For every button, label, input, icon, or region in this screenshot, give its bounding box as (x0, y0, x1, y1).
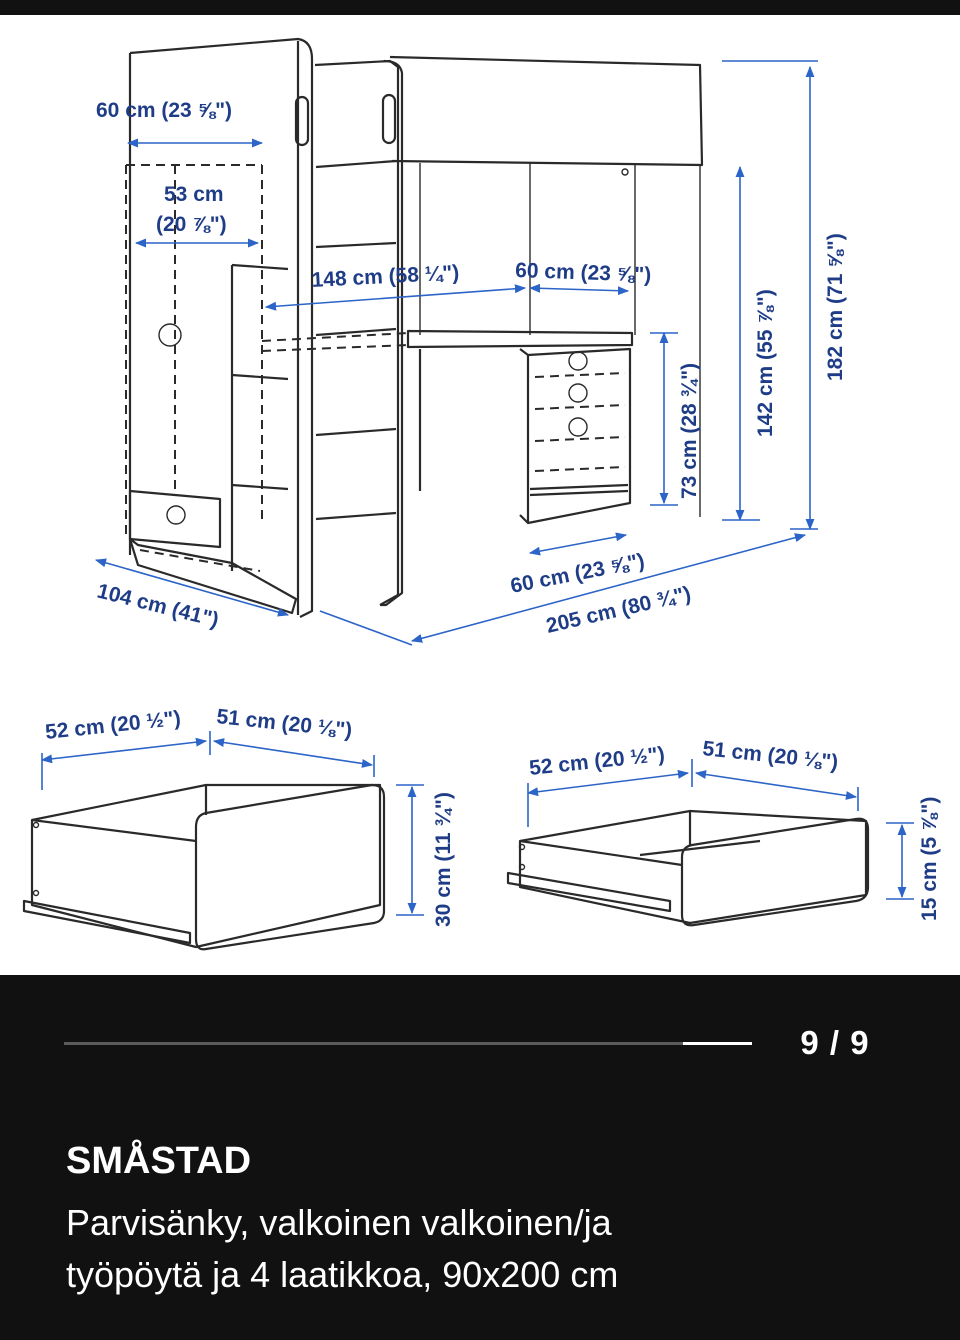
dim-depth: 104 cm (41") (94, 579, 222, 632)
dim-desk-height: 73 cm (28 ¾") (678, 362, 701, 499)
dim-total-height: 182 cm (71 ⅝") (824, 233, 847, 381)
dim-drawer2-front-width: 52 cm (20 ½") (528, 742, 666, 780)
drawer-small-drawing (508, 737, 941, 925)
dim-wardrobe-inner-value: 53 cm (164, 183, 224, 206)
dim-wardrobe-inner-inch: (20 ⅞") (156, 213, 227, 236)
product-image[interactable] (0, 15, 960, 975)
dimension-diagram (0, 15, 960, 975)
product-description-line1: Parvisänky, valkoinen valkoinen/ja (66, 1202, 612, 1243)
dim-wardrobe-width: 60 cm (23 ⅝") (96, 99, 233, 122)
dim-drawer2-height: 15 cm (5 ⅞") (918, 796, 941, 921)
dim-desk-length: 148 cm (58 ¼") (311, 261, 460, 292)
dim-drawer1-height: 30 cm (11 ¾") (432, 792, 455, 927)
gallery-progress-indicator (683, 1042, 752, 1045)
dim-desk-depth: 60 cm (23 ⅝") (508, 549, 647, 598)
page-counter: 9 / 9 (800, 1024, 870, 1061)
product-description-line2: työpöytä ja 4 laatikkoa, 90x200 cm (66, 1254, 619, 1295)
loft-bed-drawing (126, 39, 702, 617)
dim-drawer1-depth: 51 cm (20 ⅛") (215, 705, 354, 743)
product-description (66, 1197, 906, 1301)
dim-drawer2-depth: 51 cm (20 ⅛") (701, 737, 840, 775)
drawer-large-drawing (24, 705, 455, 949)
dimension-labels (95, 99, 847, 638)
dim-drawer1-front-width: 52 cm (20 ½") (44, 706, 182, 744)
status-bar (0, 0, 960, 15)
dim-total-length: 205 cm (80 ¾") (543, 582, 694, 638)
gallery-progress-bar (64, 1042, 752, 1045)
dim-under-bed-height: 142 cm (55 ⅞") (754, 289, 777, 437)
product-name: SMÅSTAD (66, 1140, 252, 1182)
dim-desk-drawer-width: 60 cm (23 ⅝") (514, 259, 652, 287)
